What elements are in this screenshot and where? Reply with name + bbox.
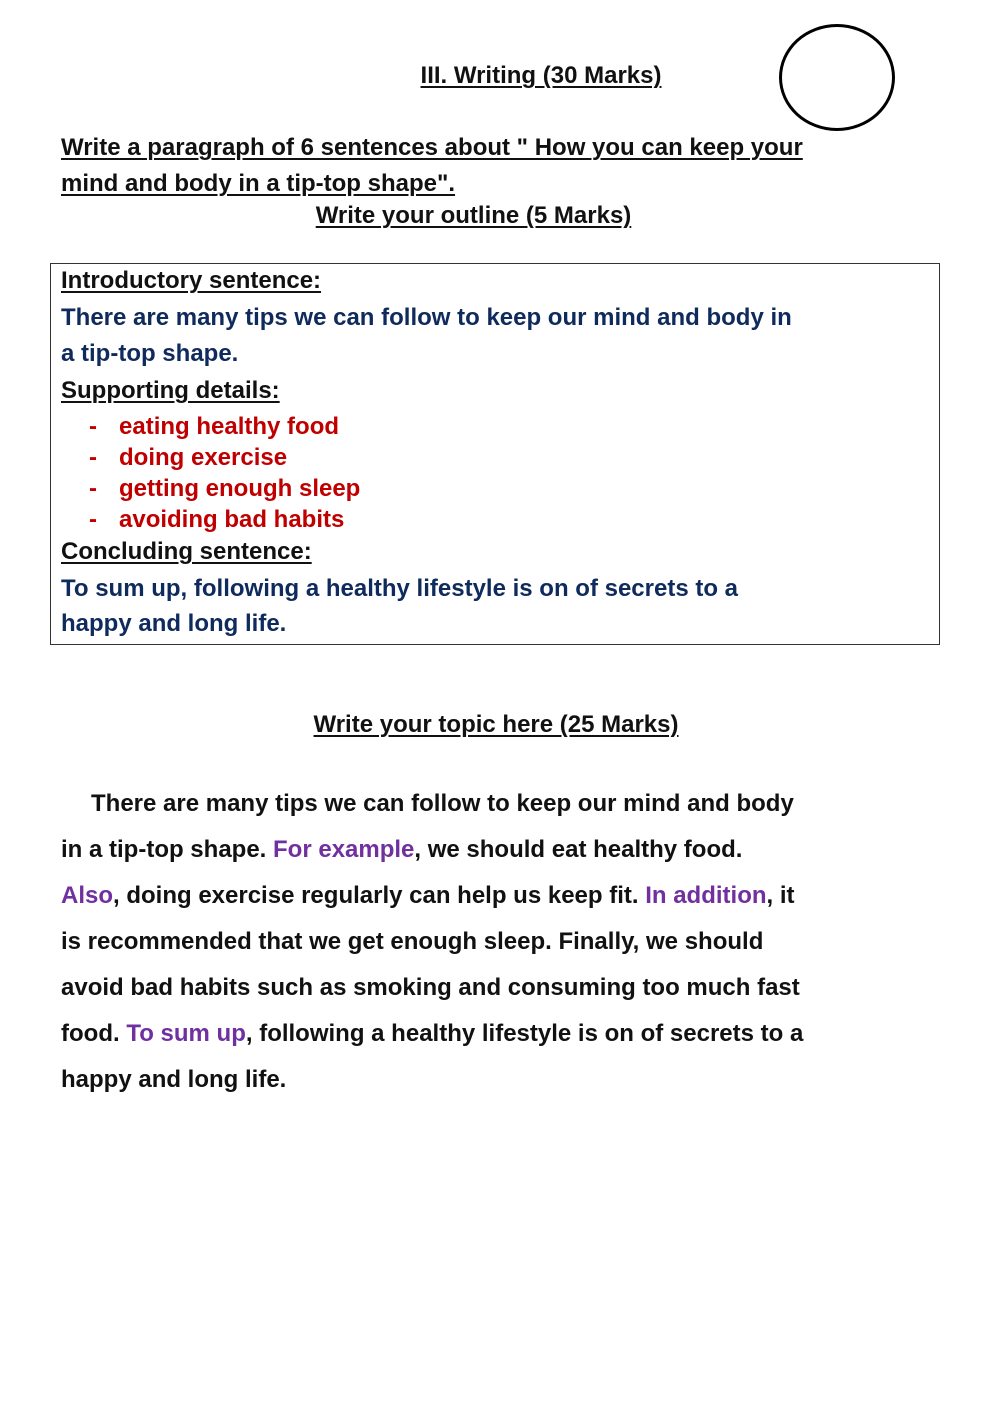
instruction-line-2: mind and body in a tip-top shape". bbox=[61, 170, 456, 197]
paragraph-text: , following a healthy lifestyle is on of secrets to a bbox=[245, 1020, 804, 1047]
instruction bbox=[61, 130, 921, 202]
paragraph-text: , we should eat healthy food. bbox=[414, 836, 743, 863]
outline-heading-text: Write your outline (5 Marks) bbox=[315, 202, 632, 229]
list-item bbox=[89, 413, 339, 441]
paragraph-text: avoid bad habits such as smoking and consuming too much fast bbox=[61, 974, 800, 1001]
paragraph-line bbox=[61, 781, 901, 827]
supporting-item: getting enough sleep bbox=[119, 475, 361, 502]
paragraph-text: , doing exercise regularly can help us keep fit. bbox=[113, 882, 646, 909]
intro-line-2: a tip-top shape. bbox=[61, 340, 239, 367]
outline-heading bbox=[0, 202, 947, 230]
paragraph-text: There are many tips we can follow to keep our mind and body bbox=[91, 790, 794, 817]
conclusion-label bbox=[61, 538, 312, 566]
intro-label bbox=[61, 267, 321, 295]
supporting-item: doing exercise bbox=[119, 444, 288, 471]
instruction-line-1: Write a paragraph of 6 sentences about " How you can keep your bbox=[61, 134, 803, 161]
conclusion-label-text: Concluding sentence: bbox=[61, 538, 312, 565]
paragraph-line bbox=[61, 919, 901, 965]
linking-word: For example bbox=[273, 836, 415, 863]
linking-word: To sum up bbox=[126, 1020, 246, 1047]
linking-word: In addition bbox=[645, 882, 767, 909]
paragraph-text: is recommended that we get enough sleep. Finally, we should bbox=[61, 928, 764, 955]
paragraph-text: , it bbox=[766, 882, 795, 909]
bullet-dash: - bbox=[89, 413, 97, 440]
paragraph-line bbox=[61, 965, 901, 1011]
bullet-dash: - bbox=[89, 475, 97, 502]
paragraph-text: food. bbox=[61, 1020, 127, 1047]
paragraph-line bbox=[61, 1011, 901, 1057]
supporting-label-text: Supporting details: bbox=[61, 377, 280, 404]
paragraph-line bbox=[61, 1057, 901, 1103]
topic-heading bbox=[0, 711, 992, 739]
list-item bbox=[89, 506, 344, 534]
supporting-item: avoiding bad habits bbox=[119, 506, 345, 533]
linking-word: Also bbox=[61, 882, 114, 909]
section-title: III. Writing (30 Marks) bbox=[420, 62, 662, 89]
bullet-dash: - bbox=[89, 444, 97, 471]
paragraph-text: happy and long life. bbox=[61, 1066, 287, 1093]
list-item bbox=[89, 475, 360, 503]
paragraph-text: in a tip-top shape. bbox=[61, 836, 274, 863]
topic-paragraph bbox=[61, 781, 901, 1103]
supporting-item: eating healthy food bbox=[119, 413, 340, 440]
paragraph-line bbox=[61, 827, 901, 873]
outline-box bbox=[50, 263, 940, 645]
bullet-dash: - bbox=[89, 506, 97, 533]
topic-heading-text: Write your topic here (25 Marks) bbox=[313, 711, 679, 738]
list-item bbox=[89, 444, 287, 472]
conclusion-line-2: happy and long life. bbox=[61, 610, 287, 637]
intro-line-1: There are many tips we can follow to keep our mind and body in bbox=[61, 304, 792, 331]
score-circle bbox=[779, 24, 895, 131]
intro-label-text: Introductory sentence: bbox=[61, 267, 322, 294]
paragraph-line bbox=[61, 873, 901, 919]
supporting-label bbox=[61, 377, 280, 405]
conclusion-line-1: To sum up, following a healthy lifestyle is on of secrets to a bbox=[61, 575, 739, 602]
